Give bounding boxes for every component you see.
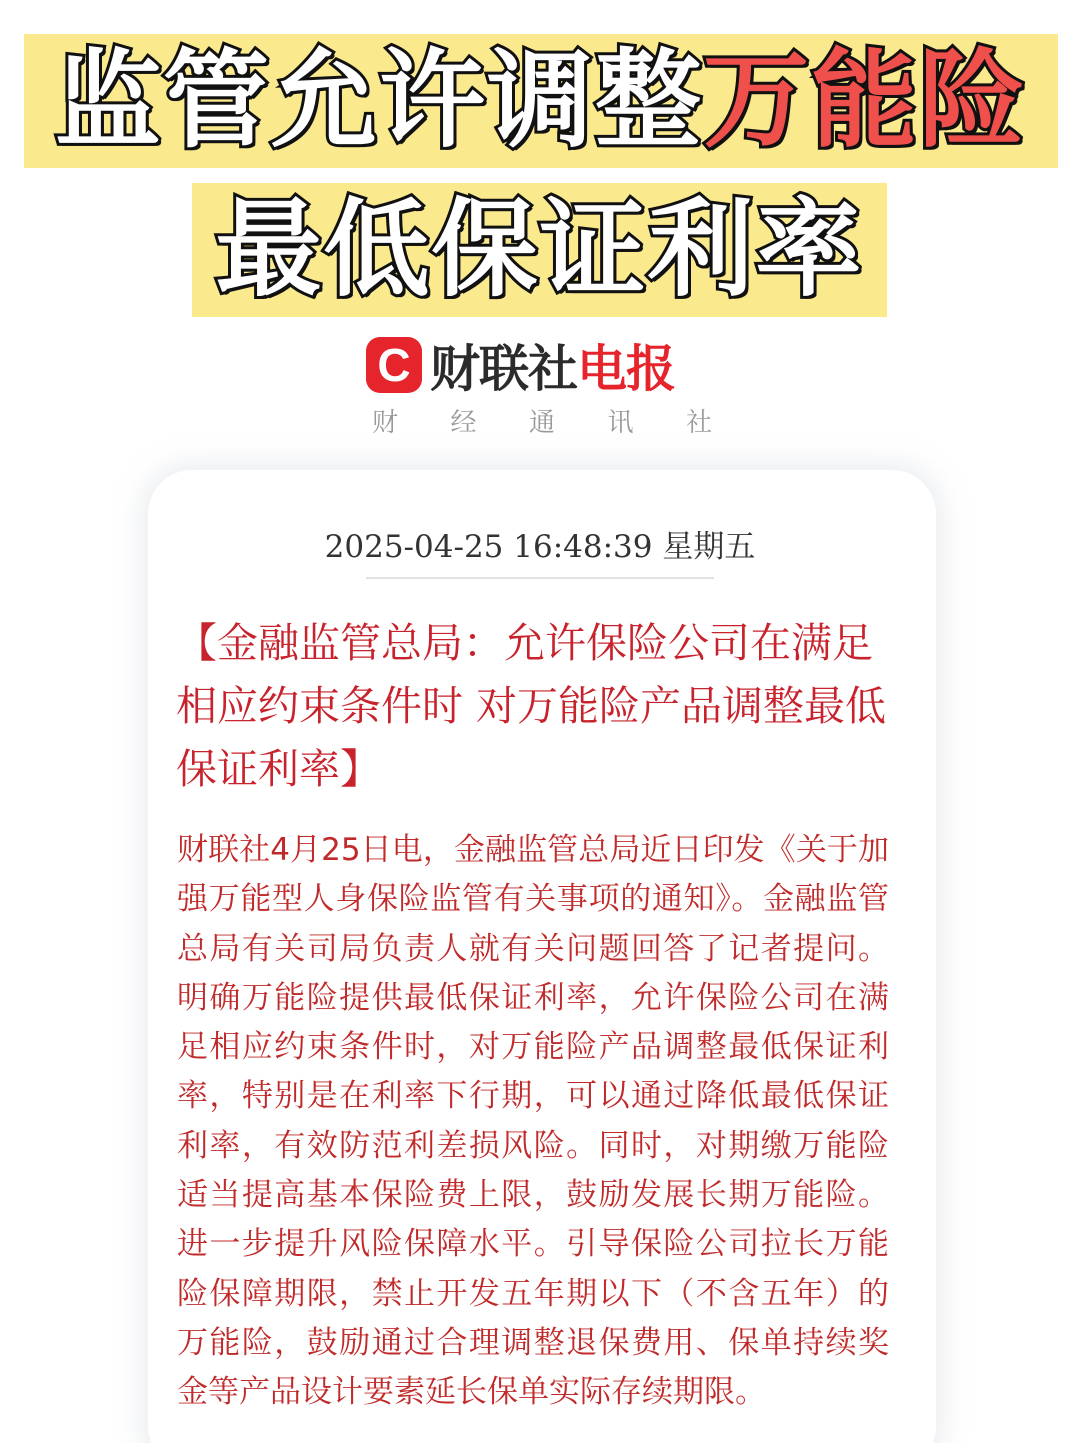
publisher-name: 财联社 xyxy=(430,340,577,398)
timestamp-divider xyxy=(366,577,714,579)
headline-line1-white: 监管允许调整 xyxy=(55,39,703,162)
publisher-subtitle-char: 讯 xyxy=(607,408,634,438)
publisher-subtitle-char: 财 xyxy=(372,408,399,438)
headline-banner-1 xyxy=(24,34,1058,168)
article-timestamp: 2025-04-25 16:48:39 星期五 xyxy=(324,529,756,565)
publisher-subtitle-char: 社 xyxy=(685,408,712,438)
publisher-subtitle-char: 经 xyxy=(450,408,477,438)
cls-logo-icon: C xyxy=(366,337,422,393)
publisher-logo xyxy=(366,336,675,398)
publisher-subtitle xyxy=(372,402,712,439)
article-title: 【金融监管总局：允许保险公司在满足相应约束条件时 对万能险产品调整最低保证利率】 xyxy=(176,619,887,793)
headline-banner-2 xyxy=(192,183,887,317)
publisher-name-red: 电报 xyxy=(577,340,675,398)
publisher-subtitle-char: 通 xyxy=(528,408,555,438)
headline-line2: 最低保证利率 xyxy=(215,188,864,311)
article-body: 财联社4月25日电，金融监管总局近日印发《关于加强万能型人身保险监管有关事项的通知》。金融监管总局有关司局负责人就有关问题回答了记者提问。明确万能险提供最低保证利率，允许保险公司在满足相应约束条件时，对万能险产品调整最低保证利率，特别是在利率下行期，可以通过降低最低保证利率，有效防范利差损风险。同时，对期缴万能险适当提高基本保险费上限，鼓励发展长期万能险。进一步提升风险保障水平。引导保险公司拉长万能险保障期限，禁止开发五年期以下（不含五年）的万能险，鼓励通过合理调整退保费用、保单持续奖金等产品设计要素延长保单实际存续期限。 xyxy=(177,832,889,1411)
headline-line1-red: 万能险 xyxy=(703,39,1027,162)
